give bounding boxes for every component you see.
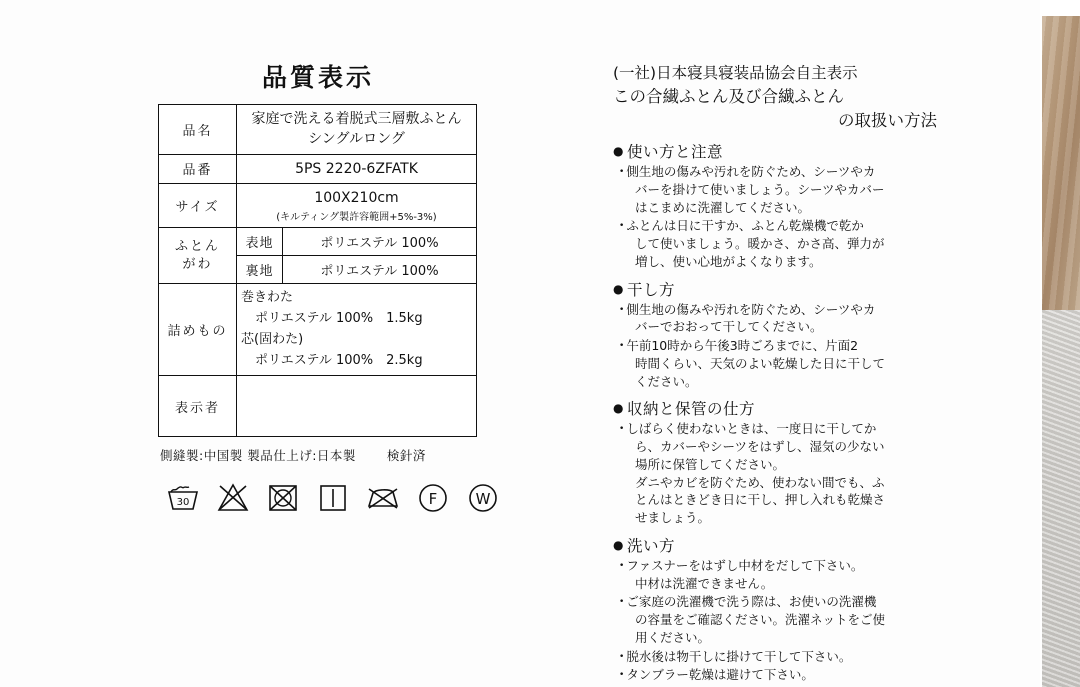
row-header-size: サイズ: [159, 183, 237, 227]
finishing-origin-text: 製品仕上げ:日本製: [247, 448, 356, 464]
filling-line-3: 芯(固わた): [241, 331, 304, 347]
background-edge-strip: [1040, 0, 1080, 687]
bullet-icon: ●: [613, 537, 624, 552]
wash-tub-30-icon: [166, 480, 200, 514]
row-value-filling: [237, 284, 477, 376]
wood-floor-edge: [1042, 0, 1080, 310]
product-name-line-2: シングルロング: [308, 131, 405, 148]
dot-icon: •: [619, 221, 625, 232]
care-section-usage: [613, 140, 943, 271]
product-code-text: 5PS 2220-6ZFATK: [295, 160, 418, 177]
dry-clean-letter: F: [428, 490, 438, 509]
care-section-title-text: 収納と保管の仕方: [626, 400, 755, 419]
row-header-product-name: 品名: [159, 105, 237, 155]
specification-table: [158, 104, 477, 437]
cover-back-value: ポリエステル 100%: [283, 256, 477, 284]
wash-temp-text: 30: [176, 497, 190, 509]
table-row: [159, 154, 477, 183]
list-item: • 側生地の傷みや汚れを防ぐため、シーツやカ バーを掛けて使いましょう。シーツやカバー はこまめに洗濯してください。: [619, 164, 885, 215]
bullet-icon: ●: [613, 144, 624, 159]
care-section-title: [613, 397, 943, 419]
table-row: [159, 228, 477, 256]
care-section-storage: [613, 397, 943, 527]
row-header-filling: 詰めもの: [159, 284, 237, 376]
dot-icon: •: [619, 651, 625, 662]
dot-icon: •: [619, 424, 625, 435]
row-value-size: [237, 183, 477, 227]
cover-face-value: ポリエステル 100%: [283, 228, 477, 256]
cover-header-line-1: ふとん: [174, 239, 220, 255]
quality-label-block: [158, 58, 491, 514]
list-item: • 側生地の傷みや汚れを防ぐため、シーツやカ バーでおおって干してください。: [619, 301, 876, 335]
edge-top-white: [1040, 0, 1080, 16]
cover-face-label: 表地: [237, 228, 283, 256]
care-section-title: [613, 278, 943, 300]
inspection-text: 検針済: [386, 448, 426, 464]
row-value-seller: [237, 376, 477, 437]
list-item: • タンブラー乾燥は避けて下さい。: [619, 667, 814, 683]
sewing-origin-text: 側縫製:中国製: [160, 448, 243, 464]
care-section-title-text: 洗い方: [626, 536, 675, 555]
filling-line-2: ポリエステル 100% 1.5kg: [255, 310, 423, 326]
care-title-line-2: の取扱い方法: [838, 111, 937, 131]
no-tumble-dry-icon: [266, 480, 300, 514]
dot-icon: •: [619, 304, 625, 315]
dot-icon: •: [619, 670, 625, 681]
no-bleach-icon: [216, 480, 250, 514]
dot-icon: •: [619, 560, 625, 571]
row-header-cover: [159, 228, 237, 284]
association-line: (一社)日本寝具寝装品協会自主表示: [613, 64, 858, 82]
origin-footer: [158, 446, 478, 464]
dot-icon: •: [619, 597, 625, 608]
line-dry-icon: [316, 480, 350, 514]
table-row: [159, 183, 477, 227]
dry-clean-f-icon: [416, 480, 450, 514]
page-title: 品質表示: [261, 63, 374, 92]
care-section-title: [613, 534, 943, 556]
care-symbols-row: [158, 480, 491, 514]
list-item: • ご家庭の洗濯機で洗う際は、お使いの洗濯機 の容量をご確認ください。洗濯ネットをご使 用ください。: [619, 594, 886, 645]
care-section-drying: [613, 278, 943, 391]
table-row: [159, 376, 477, 437]
list-item: • ふとんは日に干すか、ふとん乾燥機で乾か して使いましょう。暖かさ、かさ高、弾力が 増し、使い心地がよくなります。: [619, 218, 885, 269]
cover-back-label: 裏地: [237, 256, 283, 284]
bullet-icon: ●: [613, 401, 624, 416]
size-text: 100X210cm: [314, 189, 399, 206]
cover-header-line-2: がわ: [182, 256, 213, 272]
list-item: • 脱水後は物干しに掛けて干して下さい。: [619, 648, 852, 664]
carpet-edge: [1042, 310, 1080, 687]
row-header-seller: 表示者: [159, 376, 237, 437]
product-name-line-1: 家庭で洗える着脱式三層敷ふとん: [251, 111, 462, 127]
wet-clean-w-icon: [466, 480, 500, 514]
bullet-icon: ●: [613, 281, 624, 296]
care-title-line-1: この合繊ふとん及び合繊ふとん: [613, 87, 844, 107]
row-value-product-code: [237, 154, 477, 183]
care-instructions-block: [613, 62, 943, 685]
table-row: [159, 284, 477, 376]
care-section-title: [613, 140, 943, 162]
row-value-product-name: [237, 105, 477, 155]
dot-icon: •: [619, 167, 625, 178]
no-iron-icon: [366, 480, 400, 514]
care-section-title-text: 干し方: [626, 280, 675, 299]
list-item: • 午前10時から午後3時ごろまでに、片面2 時間くらい、天気のよい乾燥した日に干して ください。: [619, 338, 886, 389]
filling-line-1: 巻きわた: [241, 290, 294, 306]
row-header-product-code: 品番: [159, 154, 237, 183]
dot-icon: •: [619, 341, 625, 352]
filling-line-4: ポリエステル 100% 2.5kg: [255, 352, 423, 368]
list-item: • ファスナーをはずし中材をだして下さい。 中材は洗濯できません。: [619, 557, 864, 591]
list-item: • しばらく使わないときは、一度日に干してか ら、カバーやシーツをはずし、湿気の少ない 場所に保管してください。 ダニやカビを防ぐため、使わない間でも、ふ とんはときどき日に干し、押し入れも乾燥さ せましょう。: [619, 421, 886, 526]
table-row: [159, 105, 477, 155]
wet-clean-letter: W: [475, 490, 491, 509]
care-section-title-text: 使い方と注意: [626, 143, 723, 162]
size-note-text: (キルティング製許容範囲+5%-3%): [276, 212, 437, 224]
care-section-washing: [613, 534, 943, 684]
